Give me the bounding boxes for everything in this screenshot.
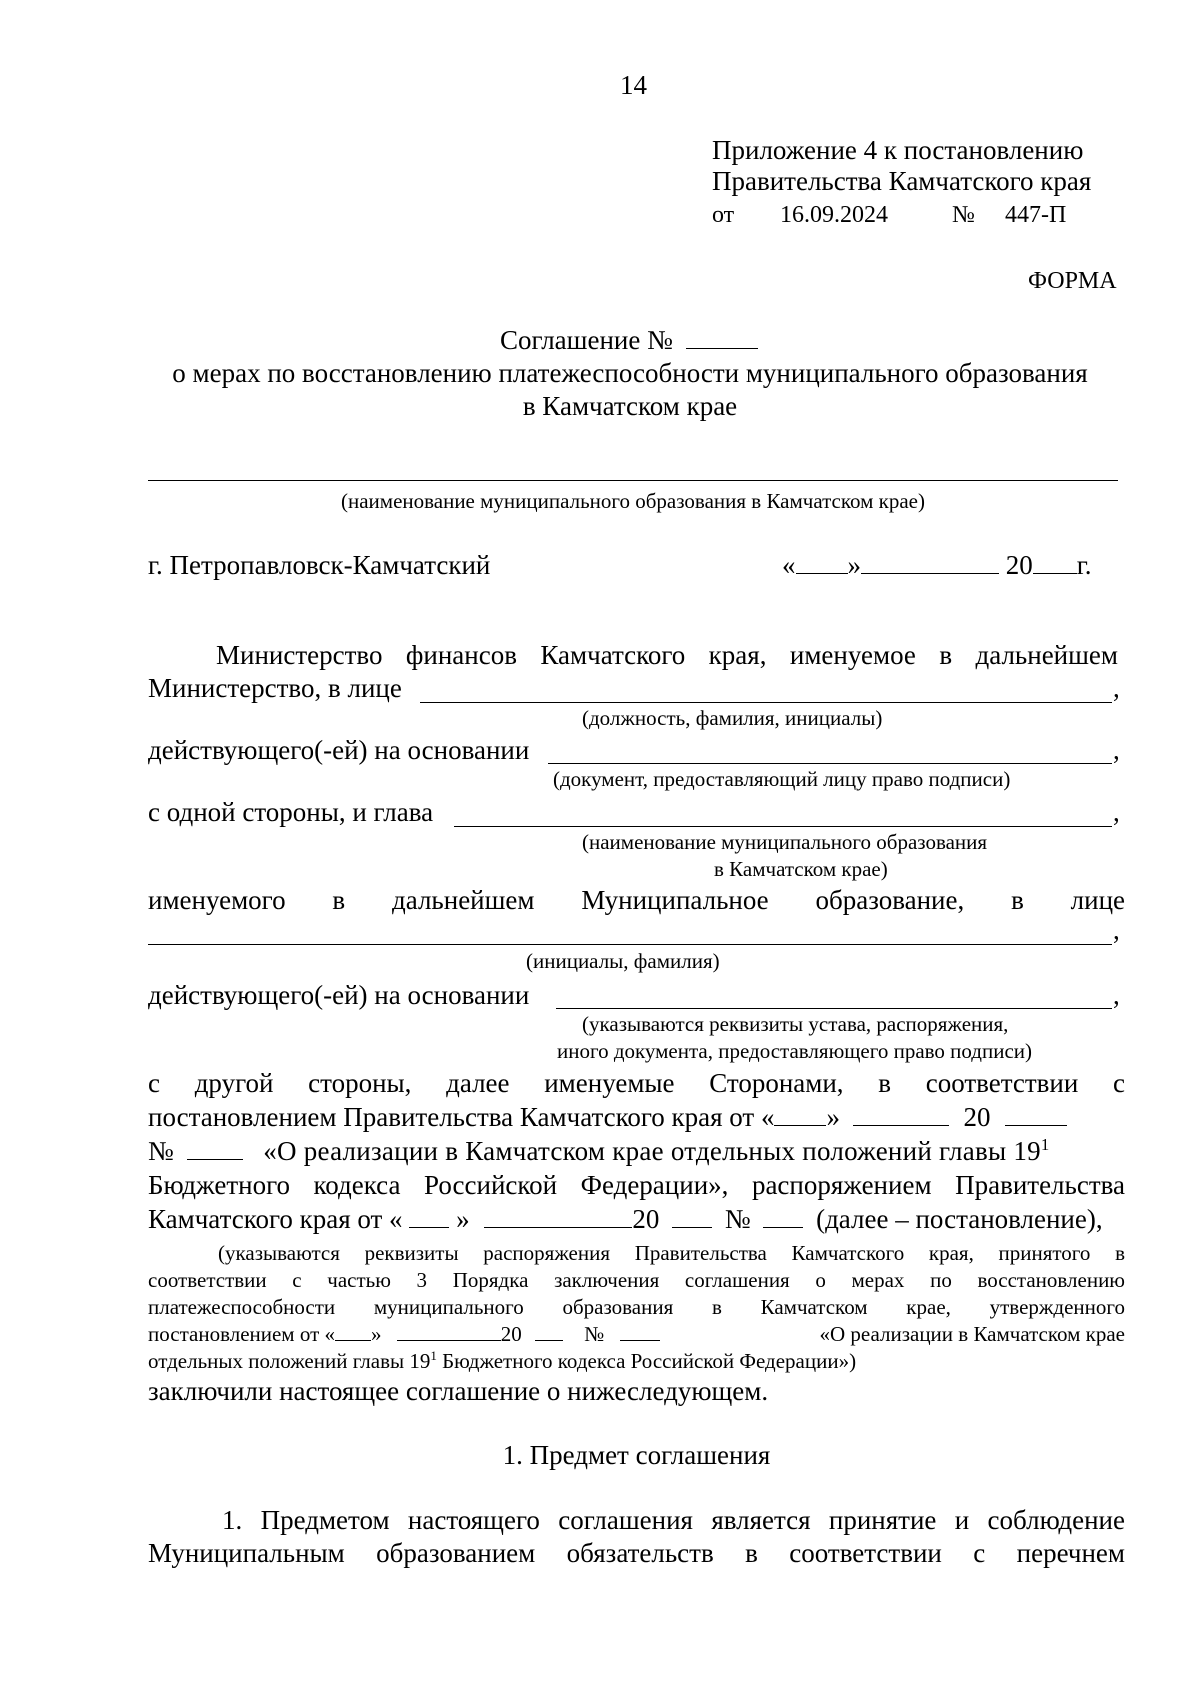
mo-name-line [148, 480, 1118, 481]
decree-line-5 [148, 1204, 1103, 1234]
one-side-head: с одной стороны, и глава [148, 797, 434, 827]
body-p1-line2: Министерство, в лице [148, 673, 402, 703]
decree-number-blank [187, 1137, 243, 1160]
other-side-line-1: с другой стороны, далее именуемые Сторонами, в соответствии с [148, 1068, 1125, 1098]
comma: , [1113, 915, 1120, 945]
date-open-quote: « [782, 550, 796, 580]
title-line-1 [500, 325, 758, 355]
charter-blank [556, 1008, 1112, 1009]
initials-blank [148, 944, 1112, 945]
header-from-label: от [712, 202, 735, 228]
decree-line-5-quote: » [456, 1204, 470, 1234]
decree-line-2-start: постановлением Правительства Камчатского края от « [148, 1102, 775, 1132]
small-line-1: (указываются реквизиты распоряжения Правительства Камчатского края, принятого в [218, 1241, 1125, 1265]
date-close-quote: » [847, 550, 861, 580]
mo-name-caption: (наименование муниципального образования в Камчатском крае) [340, 489, 925, 513]
order-number-blank [763, 1205, 803, 1228]
small-line-4-start: постановлением от « [148, 1322, 336, 1346]
caption-document: (документ, предоставляющий лицу право подписи) [553, 767, 1011, 791]
comma: , [1113, 735, 1120, 765]
order-year-blank [672, 1205, 712, 1228]
decree-year-blank [1005, 1103, 1067, 1126]
small-line-4-end: «О реализации в Камчатском крае [819, 1322, 1125, 1346]
position-blank [420, 702, 1112, 703]
city: г. Петропавловск-Камчатский [148, 550, 491, 580]
caption-charter-line-2: иного документа, предоставляющего право подписи) [557, 1039, 1033, 1063]
comma: , [1113, 797, 1120, 827]
caption-position: (должность, фамилия, инициалы) [582, 706, 883, 730]
order-year: 20 [632, 1204, 660, 1234]
decree-day-blank [774, 1103, 826, 1126]
title-line-3: в Камчатском крае [522, 391, 738, 421]
section-1-heading: 1. Предмет соглашения [502, 1440, 771, 1470]
small-year-blank [535, 1322, 563, 1341]
small-month-blank [397, 1322, 501, 1341]
small-line-4-quote: » [371, 1322, 382, 1346]
decree-year: 20 [963, 1102, 991, 1132]
named-line: именуемого в дальнейшем Муниципальное образование, в лице [148, 885, 1125, 915]
caption-mo-line-2: в Камчатском крае) [714, 857, 888, 881]
date-year-prefix: 20 [1005, 550, 1033, 580]
agreement-number-blank [686, 326, 758, 349]
small-day-blank [335, 1322, 371, 1341]
header-number-sign: № [952, 202, 975, 228]
date-year-suffix: г. [1076, 550, 1092, 580]
small-number-blank [620, 1322, 660, 1341]
header-number: 447-П [1005, 202, 1067, 228]
header-date: 16.09.2024 [780, 202, 888, 228]
section-1-p1-line1: 1. Предметом настоящего соглашения является принятие и соблюдение [222, 1505, 1125, 1535]
title-line-2: о мерах по восстановлению платежеспособности муниципального образования [172, 358, 1088, 388]
small-line-2: соответствии с частью 3 Порядка заключения соглашения о мерах по восстановлению [148, 1268, 1125, 1292]
comma: , [1113, 980, 1120, 1010]
small-line-5-end: Бюджетного кодекса Российской Федерации») [436, 1349, 857, 1373]
page-number: 14 [620, 70, 647, 100]
basis-document-blank [548, 763, 1112, 764]
date-month-blank [861, 551, 999, 574]
chapter-superscript: 1 [1040, 1135, 1050, 1154]
decree-title-text: «О реализации в Камчатском крае отдельных положений главы 19 [263, 1136, 1041, 1166]
order-month-blank [484, 1205, 632, 1228]
small-line-5 [148, 1348, 856, 1374]
decree-number-sign: № [148, 1136, 174, 1166]
decree-line-4: Бюджетного кодекса Российской Федерации», распоряжением Правительства [148, 1170, 1125, 1200]
small-line-3: платежеспособности муниципального образования в Камчатском крае, утвержденного [148, 1295, 1125, 1319]
caption-mo-line-1: (наименование муниципального образования [582, 830, 988, 854]
concluded-line: заключили настоящее соглашение о нижеследующем. [148, 1376, 769, 1406]
head-name-blank [454, 826, 1112, 827]
acting-on-basis-2: действующего(-ей) на основании [148, 980, 530, 1010]
date-year-blank [1033, 551, 1077, 574]
decree-line-5-end: (далее – постановление), [816, 1204, 1103, 1234]
header-line-2: Правительства Камчатского края [712, 166, 1092, 196]
order-number-sign: № [724, 1204, 751, 1234]
decree-month-blank [853, 1103, 949, 1126]
header-line-1: Приложение 4 к постановлению [712, 135, 1084, 165]
small-number-sign: № [584, 1322, 605, 1346]
decree-line-2-quote: » [826, 1102, 840, 1132]
chapter-superscript-small: 1 [430, 1348, 437, 1363]
decree-line-5-start: Камчатского края от « [148, 1204, 403, 1234]
acting-on-basis: действующего(-ей) на основании [148, 735, 530, 765]
caption-charter-line-1: (указываются реквизиты устава, распоряжения, [582, 1012, 1009, 1036]
section-1-p1-line2: Муниципальным образованием обязательств в соответствии с перечнем [148, 1538, 1125, 1568]
form-label: ФОРМА [1028, 268, 1117, 294]
small-line-4 [148, 1321, 1125, 1347]
decree-line-3 [148, 1136, 1125, 1166]
date-template [782, 550, 1092, 580]
body-p1-line1: Министерство финансов Камчатского края, именуемое в дальнейшем [216, 640, 1118, 670]
small-line-5-start: отдельных положений главы 19 [148, 1349, 431, 1373]
title-agreement-number: Соглашение № [500, 325, 673, 355]
small-line-4-left [148, 1321, 660, 1347]
order-day-blank [409, 1205, 449, 1228]
small-year: 20 [500, 1322, 522, 1346]
caption-initials: (инициалы, фамилия) [526, 949, 720, 973]
decree-line-2 [148, 1102, 1067, 1132]
date-day-blank [796, 551, 848, 574]
comma: , [1113, 673, 1120, 703]
